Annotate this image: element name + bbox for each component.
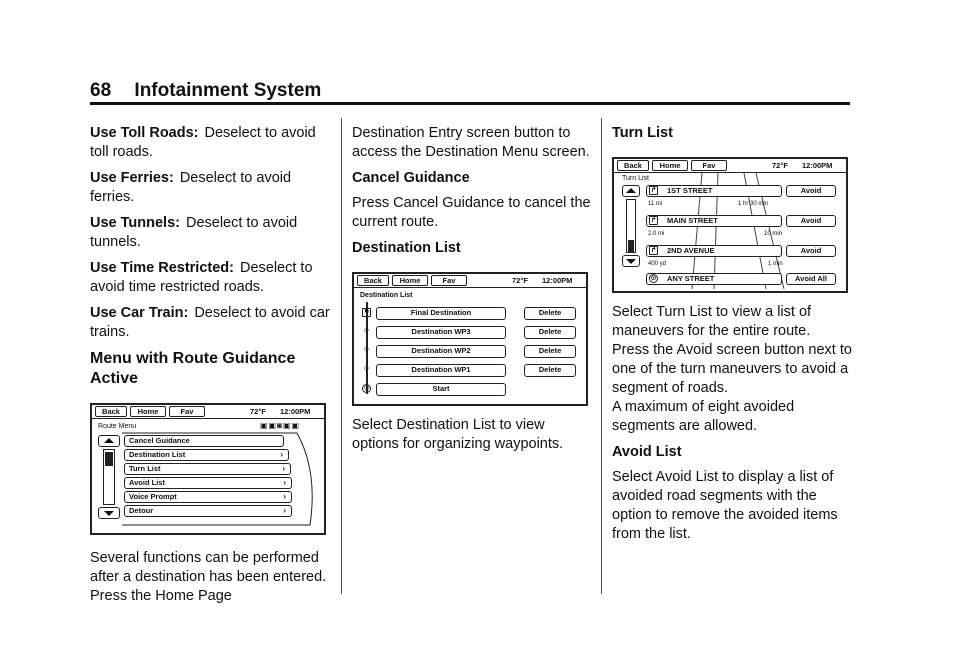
paragraph: A maximum of eight avoided segments are allowed.: [612, 399, 795, 434]
destination-row-any-street[interactable]: ⊙ ANY STREET: [646, 273, 782, 285]
chevron-right-icon: ›: [283, 492, 286, 501]
column-divider: [341, 118, 342, 594]
distance: 11 mi: [648, 201, 663, 207]
distance: 400 yd: [648, 261, 667, 267]
home-button[interactable]: Home: [652, 160, 688, 171]
option-toll-roads: Use Toll Roads: Deselect to avoid toll roads.: [90, 125, 316, 160]
paragraph: Press Cancel Guidance to cancel the current route.: [352, 195, 591, 230]
scroll-thumb[interactable]: [105, 452, 113, 466]
fav-button[interactable]: Fav: [169, 406, 205, 417]
paragraph: Select Turn List to view a list of maneuvers for the entire route.: [612, 304, 812, 339]
turn-right-icon: ↱: [650, 187, 657, 194]
route-menu-title: Route Menu: [98, 423, 137, 430]
distance: 2.0 mi: [648, 231, 665, 237]
fav-button[interactable]: Fav: [431, 275, 467, 286]
chevron-right-icon: ›: [282, 464, 285, 473]
waypoint-icon: ◇: [363, 365, 370, 372]
heading-cancel-guidance: Cancel Guidance: [352, 170, 470, 186]
back-button[interactable]: Back: [95, 406, 127, 417]
back-button[interactable]: Back: [357, 275, 389, 286]
fav-button[interactable]: Fav: [691, 160, 727, 171]
scroll-up-arrow[interactable]: [98, 435, 120, 447]
paragraph: Select Avoid List to display a list of avoided road segments with the option to remove the avoided items from the list.: [612, 469, 838, 542]
turn-row-main-street[interactable]: ↱ MAIN STREET: [646, 215, 782, 227]
page-number: 68: [90, 80, 112, 101]
delete-button[interactable]: Delete: [524, 326, 576, 339]
heading-destination-list: Destination List: [352, 240, 461, 256]
eta: 1 hr 30 min: [738, 201, 769, 207]
paragraph: Press the Avoid screen button next to one of the turn maneuvers to avoid a segment of roads.: [612, 342, 852, 396]
start-icon: ⊙: [363, 385, 370, 392]
destination-row-final[interactable]: Final Destination: [376, 307, 506, 320]
home-button[interactable]: Home: [130, 406, 166, 417]
chevron-right-icon: ›: [283, 478, 286, 487]
destination-row-wp3[interactable]: Destination WP3: [376, 326, 506, 339]
home-button[interactable]: Home: [392, 275, 428, 286]
turn-right-icon: ↱: [650, 217, 657, 224]
option-tunnels: Use Tunnels: Deselect to avoid tunnels.: [90, 215, 298, 250]
menu-item-voice-prompt[interactable]: Voice Prompt ›: [124, 491, 292, 503]
option-ferries: Use Ferries: Deselect to avoid ferries.: [90, 170, 292, 205]
avoid-button[interactable]: Avoid: [786, 185, 836, 197]
chevron-right-icon: ›: [280, 450, 283, 459]
menu-item-destination-list[interactable]: Destination List ›: [124, 449, 289, 461]
column-1: [90, 124, 330, 613]
eta: 10 min: [764, 231, 783, 237]
temperature: 72°F: [512, 276, 528, 285]
scroll-down-arrow[interactable]: [622, 255, 640, 267]
column-divider: [601, 118, 602, 594]
column-2: [352, 124, 592, 461]
column-3: [612, 124, 852, 551]
destination-row-wp1[interactable]: Destination WP1: [376, 364, 506, 377]
temperature: 72°F: [772, 161, 788, 170]
turn-right-icon: ↱: [650, 247, 657, 254]
status-icons: ▣▣◙▣▣: [260, 421, 301, 430]
avoid-button[interactable]: Avoid: [786, 245, 836, 257]
clock: 12:00PM: [542, 276, 573, 285]
scroll-track[interactable]: [103, 449, 115, 505]
paragraph: Several functions can be performed after a destination has been entered. Press the Home Page: [90, 550, 327, 604]
waypoint-icon: ◇: [363, 346, 370, 353]
avoid-all-button[interactable]: Avoid All: [786, 273, 836, 285]
paragraph: Select Destination List to view options for organizing waypoints.: [352, 417, 564, 452]
turn-list-screenshot: [612, 157, 848, 293]
menu-item-detour[interactable]: Detour ›: [124, 505, 292, 517]
clock: 12:00PM: [280, 407, 311, 416]
section-title: Infotainment System: [134, 80, 322, 101]
temperature: 72°F: [250, 407, 266, 416]
delete-button[interactable]: Delete: [524, 345, 576, 358]
waypoint-icon: ◇: [363, 327, 370, 334]
scroll-up-arrow[interactable]: [622, 185, 640, 197]
turn-row-1st-street[interactable]: ↱ 1ST STREET: [646, 185, 782, 197]
turn-row-2nd-avenue[interactable]: ↱ 2ND AVENUE: [646, 245, 782, 257]
chevron-right-icon: ›: [283, 506, 286, 515]
turn-list-title: Turn List: [622, 175, 649, 182]
delete-button[interactable]: Delete: [524, 364, 576, 377]
destination-row-wp2[interactable]: Destination WP2: [376, 345, 506, 358]
paragraph: Destination Entry screen button to access the Destination Menu screen.: [352, 125, 590, 160]
option-time-restricted: Use Time Restricted: Deselect to avoid time restricted roads.: [90, 260, 313, 295]
heading-turn-list: Turn List: [612, 125, 673, 141]
scroll-down-arrow[interactable]: [98, 507, 120, 519]
scroll-track[interactable]: [626, 199, 636, 253]
destination-pin-icon: ⊙: [650, 275, 657, 282]
route-menu-screenshot: [90, 403, 326, 535]
menu-item-cancel-guidance[interactable]: Cancel Guidance: [124, 435, 284, 447]
avoid-button[interactable]: Avoid: [786, 215, 836, 227]
page-header: [90, 80, 321, 102]
heading-avoid-list: Avoid List: [612, 444, 682, 460]
option-car-train: Use Car Train: Deselect to avoid car trains.: [90, 305, 330, 340]
back-button[interactable]: Back: [617, 160, 649, 171]
menu-item-avoid-list[interactable]: Avoid List ›: [124, 477, 292, 489]
clock: 12:00PM: [802, 161, 833, 170]
eta: 1 min: [768, 261, 783, 267]
destination-list-title: Destination List: [360, 292, 413, 299]
delete-button[interactable]: Delete: [524, 307, 576, 320]
destination-list-screenshot: [352, 272, 588, 406]
flag-icon: ⚑: [363, 309, 370, 316]
heading-route-guidance: Menu with Route Guidance Active: [90, 350, 296, 387]
scroll-thumb[interactable]: [628, 240, 634, 252]
header-rule: [90, 102, 850, 105]
menu-item-turn-list[interactable]: Turn List ›: [124, 463, 291, 475]
start-button[interactable]: Start: [376, 383, 506, 396]
